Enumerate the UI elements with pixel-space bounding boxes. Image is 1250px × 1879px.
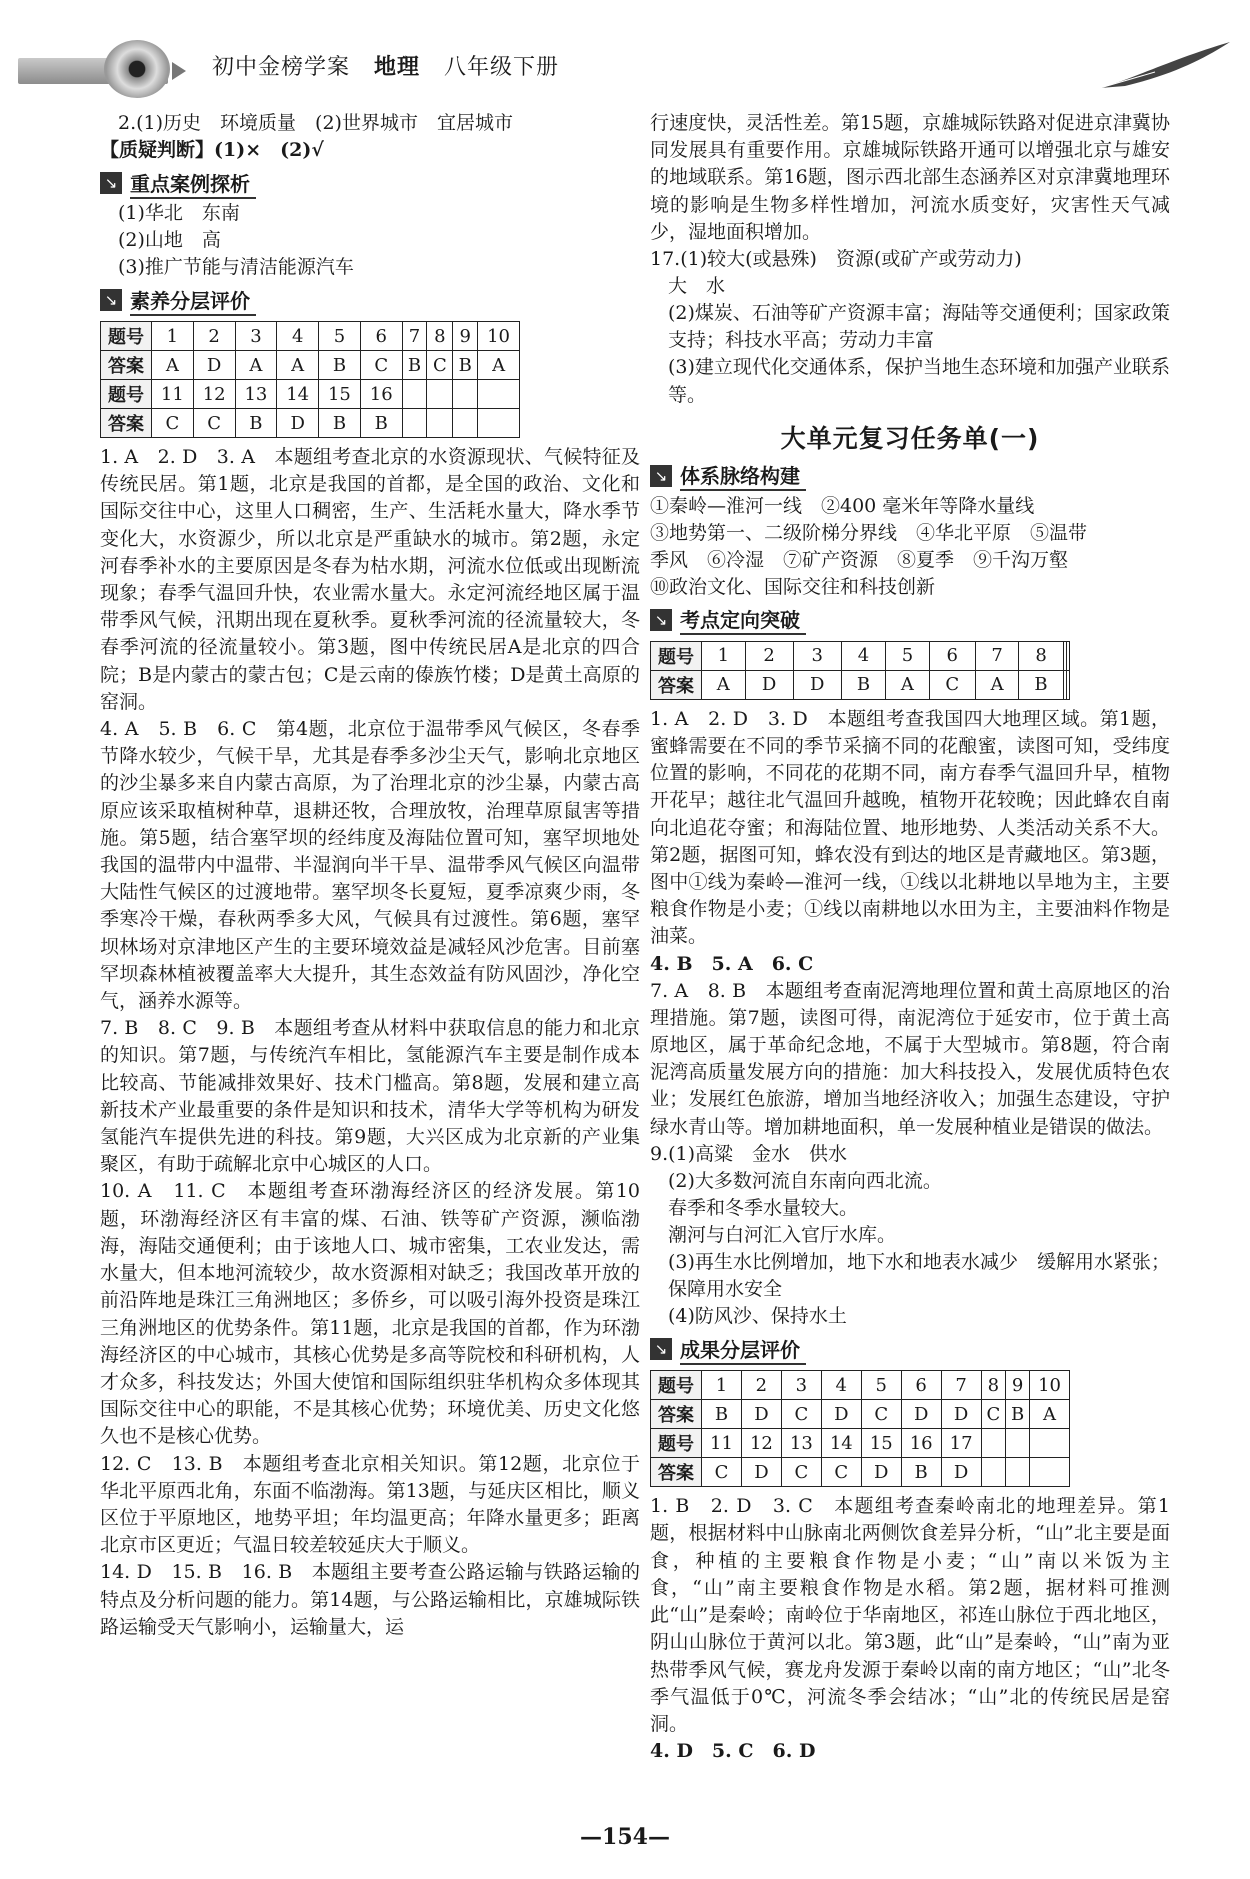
table-cell: B [235,409,277,438]
table-row [651,641,1070,670]
table-cell: 15 [319,380,361,409]
section-heading [100,285,640,315]
table-cell: C [152,409,194,438]
table-cell: 10 [1030,1371,1070,1400]
table-cell [453,380,478,409]
explanation-paragraph: 4. A 5. B 6. C 第4题，北京位于温带季风气候区，冬春季节降水较少，气候干旱，尤其是春季多沙尘天气，影响北京地区的沙尘暴多来自内蒙古高原，为了治理北京的沙尘暴，内蒙古高原应该采取植树种草，退耕还牧，合理放牧，治理草原鼠害等措施。第5题，结合塞罕坝的经纬度及海陆位置可知，塞罕坝地处我国的温带内中温带、半湿润向半干旱、温带季风气候区向温带大陆性气候区的过渡地带。塞罕坝冬长夏短，夏季凉爽少雨，冬季寒冷干燥，春秋两季多大风，气候具有过渡性。第6题，塞罕坝林场对京津地区产生的主要环境效益是减轻风沙危害。目前塞罕坝森林植被覆盖率大大提升，其生态效益有防风固沙，净化空气，涵养水源等。 [100,718,640,1013]
table-row [651,670,1070,699]
table-cell: B [453,351,478,380]
table-cell: B [1019,670,1063,699]
table-row [651,1458,1070,1487]
table-cell [478,409,520,438]
table-cell: 12 [741,1429,781,1458]
section-arrow-icon: ↘ [100,289,122,311]
table-header-cell: 答案 [651,1400,702,1429]
table-cell [402,380,427,409]
page-header [0,0,1250,110]
table-cell: D [193,351,235,380]
table-cell: A [235,351,277,380]
subject-name: 地理 [374,55,421,80]
section-title: 考点定向突破 [680,604,806,635]
eye-logo-icon [104,40,170,98]
table-cell: C [981,1400,1006,1429]
table-header-cell: 题号 [101,380,152,409]
table-cell: C [781,1400,821,1429]
table-header-cell: 题号 [651,1371,702,1400]
table-cell: 2 [193,322,235,351]
table-cell: 10 [478,322,520,351]
explanation-paragraph: 1. A 2. D 3. D 本题组考查我国四大地理区域。第1题，蜜蜂需要在不同的季节采摘不同的花酿蜜，读图可知，受纬度位置的影响，不同花的花期不同，南方春季气温回升早，植物开花早；越往北气温回升越晚，植物开花较晚；因此蜂农自南向北追花夺蜜；和海陆位置、地形地势、人类活动关系不大。第2题，据图可知，蜂农没有到达的地区是青藏地区。第3题，图中①线为秦岭—淮河一线，①线以北耕地以旱地为主，主要粮食作物是小麦；①线以南耕地以水田为主，主要油料作物是油菜。 [650,707,1170,948]
table-cell: C [821,1458,861,1487]
table-cell: 7 [941,1371,981,1400]
answer-line: ①秦岭—淮河一线 ②400 毫米年等降水量线 [650,494,1035,517]
arrow-icon [172,62,186,80]
table-cell: 11 [152,380,194,409]
section-arrow-icon: ↘ [100,172,122,194]
table-cell: D [277,409,319,438]
explanation-paragraph: 7. A 8. B 本题组考查南泥湾地理位置和黄土高原地区的治理措施。第7题，读图可得，南泥湾位于延安市，位于黄土高原地区，属于革命纪念地，不属于大型城市。第8题，符合南泥湾高质量发展方向的措施：加大科技投入，发展优质特色农业；发展红色旅游，增加当地经济收入；加强生态建设，守护绿水青山等。增加耕地面积，单一发展种植业是错误的做法。 [650,979,1170,1138]
explanation-paragraph: 7. B 8. C 9. B 本题组考查从材料中获取信息的能力和北京的知识。第7题，与传统汽车相比，氢能源汽车主要是制作成本比较高、节能减排效果好、技术门槛高。第8题，发展和建立高新技术产业最重要的条件是知识和技术，清华大学等机构为研发氢能汽车提供先进的科技。第9题，大兴区成为北京新的产业集聚区，有助于疏解北京中心城区的人口。 [100,1017,640,1176]
table-cell: B [360,409,402,438]
answer-line: (3)推广节能与清洁能源汽车 [118,256,354,278]
table-cell [981,1429,1006,1458]
explanation-paragraph: 1. A 2. D 3. A 本题组考查北京的水资源现状、气候特征及传统民居。第1题，北京是我国的首都，是全国的政治、文化和国际交往中心，这里人口稠密，生产、生活耗水量大，降水季节变化大，水资源少，所以北京是严重缺水的城市。第2题，永定河春季补水的主要原因是冬春为枯水期，河流水位低或出现断流现象；春季气温回升快，农业需水量大。永定河流经地区属于温带季风气候，汛期出现在夏秋季。夏秋季河流的径流量较大，冬春季河流的径流量较小。第3题，图中传统民居A是北京的四合院；B是内蒙古的蒙古包；C是云南的傣族竹楼；D是黄土高原的窑洞。 [100,446,640,713]
table-cell: C [702,1458,742,1487]
table-header-cell: 答案 [101,409,152,438]
table-cell: A [886,670,930,699]
table-row [101,322,520,351]
table-cell: D [793,670,841,699]
table-cell: C [861,1400,901,1429]
table-header-cell: 答案 [101,351,152,380]
section-arrow-icon: ↘ [650,1338,672,1360]
section-heading [650,461,1170,491]
table-cell [1066,670,1069,699]
table-cell: 2 [741,1371,781,1400]
table-cell: 5 [886,641,930,670]
answer-table [650,1370,1070,1487]
answer-line: (4)防风沙、保持水土 [668,1305,847,1328]
answer-line: 9.(1)高粱 金水 供水 [650,1142,848,1165]
table-cell: D [941,1400,981,1429]
table-cell: D [741,1458,781,1487]
table-cell [427,380,453,409]
grade-name: 八年级下册 [444,55,560,80]
table-cell: 2 [745,641,793,670]
answer-line: 春季和冬季水量较大。 [668,1196,859,1219]
table-cell: 15 [861,1429,901,1458]
section-title: 素养分层评价 [130,285,256,316]
table-row [651,1371,1070,1400]
table-cell [402,409,427,438]
table-row [101,351,520,380]
table-cell: B [702,1400,742,1429]
table-cell: 3 [793,641,841,670]
table-cell: 3 [781,1371,821,1400]
answer-line: ③地势第一、二级阶梯分界线 ④华北平原 ⑤温带 [650,521,1088,544]
table-cell: A [152,351,194,380]
table-cell: D [741,1400,781,1429]
table-cell [1030,1429,1070,1458]
table-cell: 7 [402,322,427,351]
table-header-cell: 题号 [651,641,702,670]
section-heading [650,1334,1170,1364]
table-cell: 16 [360,380,402,409]
table-cell: A [702,670,746,699]
section-arrow-icon: ↘ [650,465,672,487]
table-cell: D [941,1458,981,1487]
answer-line: ⑩政治文化、国际交往和科技创新 [650,575,936,598]
table-cell [478,380,520,409]
table-cell: D [861,1458,901,1487]
answer-line: 4. D 5. C 6. D [650,1740,816,1763]
table-cell: 4 [277,322,319,351]
table-cell: B [901,1458,941,1487]
table-cell: A [478,351,520,380]
table-cell: 6 [901,1371,941,1400]
answer-line: (2)山地 高 [118,229,221,251]
section-title: 成果分层评价 [680,1334,806,1365]
table-cell: B [319,409,361,438]
table-cell: 3 [235,322,277,351]
table-cell: 1 [702,1371,742,1400]
explanation-paragraph: 12. C 13. B 本题组考查北京相关知识。第12题，北京位于华北平原西北角，东面不临渤海。第13题，与延庆区相比，顺义区位于平原地区，地势平坦；年均温更高；年降水量更多；距离北京市区更近；气温日较差较延庆大于顺义。 [100,1452,640,1557]
section-heading [650,605,1170,635]
table-cell: A [277,351,319,380]
table-cell [1030,1458,1070,1487]
answer-line: 潮河与白河汇入官厅水库。 [668,1223,897,1246]
answer-line: (2)大多数河流自东南向西北流。 [668,1169,942,1192]
table-cell: 17 [941,1429,981,1458]
table-cell: 13 [235,380,277,409]
table-header-cell: 答案 [651,670,702,699]
answer-table [100,321,520,438]
table-cell: B [841,670,885,699]
answer-line: (1)华北 东南 [118,202,240,224]
table-cell: 12 [193,380,235,409]
table-cell [427,409,453,438]
table-cell: B [1006,1400,1030,1429]
answer-line: (3)再生水比例增加，地下水和地表水减少 缓解用水紧张；保障用水安全 [668,1250,1170,1301]
section-heading [100,168,640,198]
answer-line: (2)煤炭、石油等矿产资源丰富；海陆等交通便利；国家政策支持；科技水平高；劳动力丰富 [668,302,1170,352]
section-arrow-icon: ↘ [650,609,672,631]
explanation-paragraph: 行速度快，灵活性差。第15题，京雄城际铁路对促进京津冀协同发展具有重要作用。京雄城际铁路开通可以增强北京与雄安的地域联系。第16题，图示西北部生态涵养区对京津冀地理环境的影响是生物多样性增加，河流水质变好，灾害性天气减少，湿地面积增加。 [650,112,1170,243]
feather-icon [1095,38,1235,94]
table-cell: A [975,670,1019,699]
table-cell: A [1030,1400,1070,1429]
table-cell: 13 [781,1429,821,1458]
table-cell: 14 [277,380,319,409]
answer-line: 17.(1)较大(或悬殊) 资源(或矿产或劳动力) [650,248,1022,271]
explanation-paragraph: 14. D 15. B 16. B 本题组主要考查公路运输与铁路运输的特点及分析问题的能力。第14题，与公路运输相比，京雄城际铁路运输受天气影响小，运输量大，运 [100,1561,640,1638]
left-column [100,110,640,1641]
table-cell: 1 [152,322,194,351]
right-column [650,110,1170,1765]
table-cell: C [781,1458,821,1487]
table-cell: 8 [1019,641,1063,670]
explanation-paragraph: 1. B 2. D 3. C 本题组考查秦岭南北的地理差异。第1题，根据材料中山脉南北两侧饮食差异分析，“山”北主要是面食，种植的主要粮食作物是小麦；“山”南以米饭为主食，“山”南主要粮食作物是水稻。第2题，据材料可推测此“山”是秦岭；南岭位于华南地区，祁连山脉位于西北地区，阴山山脉位于黄河以北。第3题，此“山”是秦岭，“山”南为亚热带季风气候，赛龙舟发源于秦岭以南的南方地区；“山”北冬季气温低于0℃，河流冬季会结冰；“山”北的传统民居是窑洞。 [650,1495,1170,1735]
table-cell: D [745,670,793,699]
table-cell: B [319,351,361,380]
table-cell: D [821,1400,861,1429]
section-title: 体系脉络构建 [680,460,806,491]
table-cell: 14 [821,1429,861,1458]
table-cell: 4 [821,1371,861,1400]
table-cell [1066,641,1069,670]
table-cell: C [929,670,975,699]
table-cell: 5 [319,322,361,351]
table-cell: C [427,351,453,380]
table-row [101,409,520,438]
table-cell: 16 [901,1429,941,1458]
answer-line: 季风 ⑥冷湿 ⑦矿产资源 ⑧夏季 ⑨千沟万壑 [650,548,1069,571]
table-cell [981,1458,1006,1487]
table-cell: 4 [841,641,885,670]
table-header-cell: 题号 [651,1429,702,1458]
table-cell: 1 [702,641,746,670]
section-title: 重点案例探析 [130,168,256,199]
page-number: —154— [580,1824,670,1850]
answer-table [650,641,1070,700]
table-cell: C [193,409,235,438]
answer-line: 大 水 [668,275,726,298]
answer-line: 4. B 5. A 6. C [650,952,814,975]
table-cell [1006,1458,1030,1487]
book-name: 初中金榜学案 [212,55,351,80]
table-header-cell: 题号 [101,322,152,351]
table-row [651,1400,1070,1429]
table-cell: 9 [1006,1371,1030,1400]
table-cell: 8 [981,1371,1006,1400]
table-cell: 7 [975,641,1019,670]
table-header-cell: 答案 [651,1458,702,1487]
table-cell: 6 [360,322,402,351]
unit-review-title: 大单元复习任务单(一) [780,423,1040,453]
table-cell: 6 [929,641,975,670]
table-cell: 11 [702,1429,742,1458]
table-row [101,380,520,409]
table-cell: 5 [861,1371,901,1400]
table-row [651,1429,1070,1458]
explanation-paragraph: 10. A 11. C 本题组考查环渤海经济区的经济发展。第10题，环渤海经济区有丰富的煤、石油、铁等矿产资源，濒临渤海，海陆交通便利；由于该地人口、城市密集，工农业发达，需水量大，但本地河流较少，故水资源相对缺乏；我国改革开放的前沿阵地是珠江三角洲地区；多侨乡，可以吸引海外投资是珠江三角洲地区的优势条件。第11题，北京是我国的首都，作为环渤海经济区的中心城市，其核心优势是多高等院校和科研机构，人才众多，科技发达；外国大使馆和国际组织驻华机构众多体现其国际交往中心的职能，不是其核心优势；环境优美、历史文化悠久也不是核心优势。 [100,1180,640,1448]
table-cell: D [901,1400,941,1429]
table-cell: C [360,351,402,380]
judgement-line: 【质疑判断】(1)× (2)√ [100,139,324,161]
answer-line: (3)建立现代化交通体系，保护当地生态环境和加强产业联系等。 [668,356,1170,406]
table-cell [453,409,478,438]
table-cell: B [402,351,427,380]
header-title [212,50,559,81]
answer-line: 2.(1)历史 环境质量 (2)世界城市 宜居城市 [118,112,513,134]
table-cell: 8 [427,322,453,351]
table-cell [1006,1429,1030,1458]
table-cell: 9 [453,322,478,351]
